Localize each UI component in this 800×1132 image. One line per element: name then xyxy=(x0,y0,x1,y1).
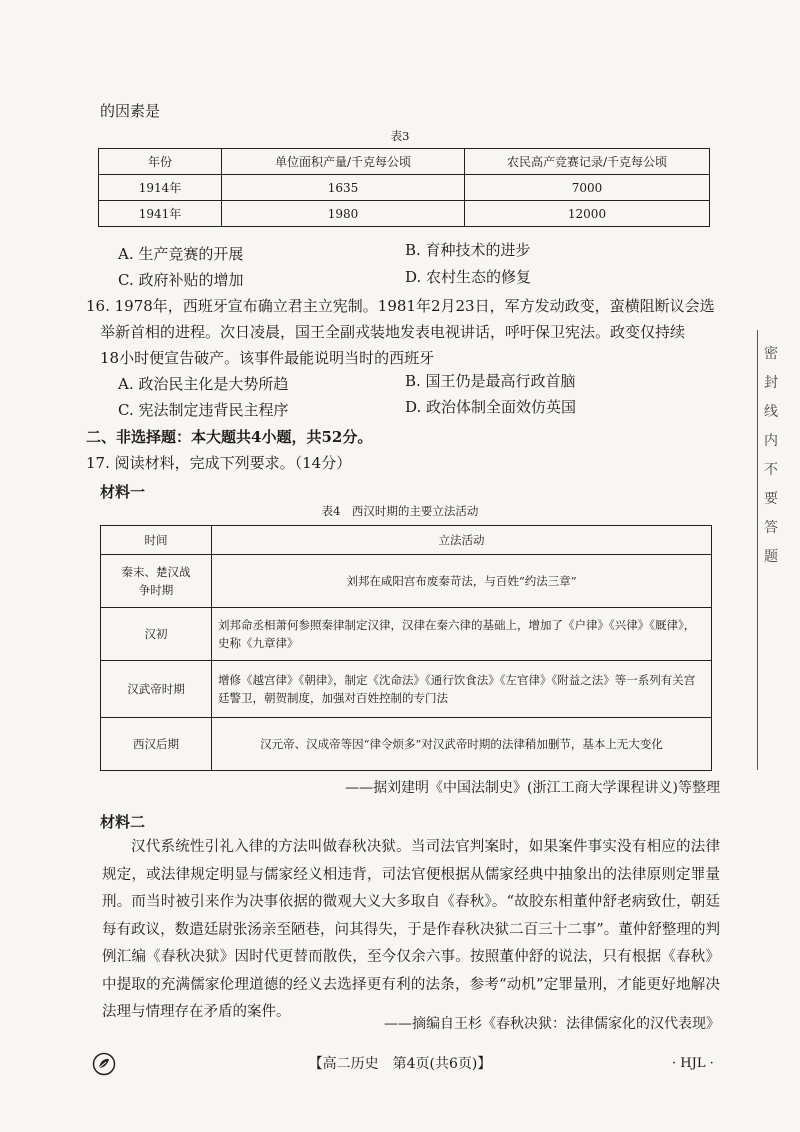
table4-caption: 表4 西汉时期的主要立法活动 xyxy=(321,504,479,518)
binding-margin-text xyxy=(764,340,784,572)
margin-char: 题 xyxy=(764,549,778,565)
margin-char: 密 xyxy=(764,346,778,362)
q16-stem-line: 18小时便宣告破产。该事件最能说明当时的西班牙 xyxy=(100,349,435,367)
intro-fragment: 的因素是 xyxy=(100,102,161,120)
table-row xyxy=(101,555,712,608)
material1-label: 材料一 xyxy=(100,483,146,501)
table-header-cell: 单位面积产量/千克每公顷 xyxy=(222,149,465,175)
q16-option-b: B. 国王仍是最高行政首脑 xyxy=(405,372,576,390)
material2-text: 汉代系统性引礼入律的方法叫做春秋决狱。当司法官判案时，如果案件事实没有相应的法律规定，或法律规定明显与儒家经义相违背，司法官便根据从儒家经典中抽象出的法律原则定罪量刑。而当时被引来作为决事依据的微观大义大多取自《春秋》。“故胶东相董仲舒老病致仕，朝廷每有政议，数遣廷尉张汤亲至陋巷，问其得失，于是作春秋决狱二百三十二事”。董仲舒整理的判例汇编《春秋决狱》因时代更替而散佚，至今仅余六事。按照董仲舒的说法，只有根据《春秋》中提取的充满儒家伦理道德的经义去选择更有利的法条，参考“动机”定罪量刑，才能更好地解决法理与情理存在矛盾的案件。 xyxy=(102,839,720,1020)
q15-option-c: C. 政府补贴的增加 xyxy=(118,271,244,289)
margin-char: 内 xyxy=(764,433,778,449)
margin-char: 线 xyxy=(764,404,778,420)
q16-stem-line: 举新首相的进程。次日凌晨，国王全副戎装地发表电视讲话，呼吁保卫宪法。政变仅持续 xyxy=(100,323,686,341)
table-row xyxy=(99,201,710,227)
table-cell: 增修《越宫律》《朝律》，制定《沈命法》《通行饮食法》《左官律》《附益之法》等一系列有关宫廷警卫，朝贺制度，加强对百姓控制的专门法 xyxy=(212,661,712,718)
table-cell: 刘邦在咸阳宫布废秦苛法，与百姓“约法三章” xyxy=(212,555,712,608)
table-row xyxy=(101,608,712,661)
q17-title: 17. 阅读材料，完成下列要求。（14分） xyxy=(86,454,352,472)
table-cell: 1941年 xyxy=(99,201,222,227)
table-row xyxy=(101,718,712,771)
table-header-cell: 年份 xyxy=(99,149,222,175)
table-cell: 刘邦命丞相萧何参照秦律制定汉律，汉律在秦六律的基础上，增加了《户律》《兴律》《厩律》，史称《九章律》 xyxy=(212,608,712,661)
table-row xyxy=(99,175,710,201)
table-cell: 1980 xyxy=(222,201,465,227)
table-cell: 西汉后期 xyxy=(101,718,212,771)
material2-label: 材料二 xyxy=(100,813,146,831)
table-cell: 汉初 xyxy=(101,608,212,661)
table3 xyxy=(98,148,710,227)
table3-caption: 表3 xyxy=(390,129,410,143)
table-cell: 1914年 xyxy=(99,175,222,201)
table-cell: 汉武帝时期 xyxy=(101,661,212,718)
q16-option-d: D. 政治体制全面效仿英国 xyxy=(405,398,577,416)
footer-page-info: 【高二历史 第4页(共6页)】 xyxy=(308,1056,492,1072)
table-cell: 7000 xyxy=(465,175,710,201)
margin-char: 答 xyxy=(764,520,778,536)
q15-option-b: B. 育种技术的进步 xyxy=(405,241,531,259)
section-title: 二、非选择题：本大题共4小题，共52分。 xyxy=(86,428,373,446)
table4-source: ——据刘建明《中国法制史》(浙江工商大学课程讲义)等整理 xyxy=(345,780,720,796)
margin-char: 封 xyxy=(764,375,778,391)
table-cell: 12000 xyxy=(465,201,710,227)
q16-option-a: A. 政治民主化是大势所趋 xyxy=(118,375,289,393)
table-header-row xyxy=(101,526,712,555)
table-cell: 1635 xyxy=(222,175,465,201)
material2-source: ——摘编自王杉《春秋决狱：法律儒家化的汉代表现》 xyxy=(384,1016,720,1032)
table-row xyxy=(101,661,712,718)
q15-option-d: D. 农村生态的修复 xyxy=(405,268,532,286)
table-header-cell: 农民高产竞赛记录/千克每公顷 xyxy=(465,149,710,175)
q16-stem-line: 16. 1978年，西班牙宣布确立君主立宪制。1981年2月23日，军方发动政变，蛮横阻断议会选 xyxy=(86,297,715,315)
table-header-cell: 立法活动 xyxy=(212,526,712,555)
binding-line xyxy=(757,330,758,770)
table-cell: 汉元帝、汉成帝等因“律令烦多”对汉武帝时期的法律稍加删节，基本上无大变化 xyxy=(212,718,712,771)
q16-option-c: C. 宪法制定违背民主程序 xyxy=(118,401,289,419)
q15-option-a: A. 生产竞赛的开展 xyxy=(118,245,244,263)
footer-code: · HJL · xyxy=(672,1056,714,1071)
table-header-cell: 时间 xyxy=(101,526,212,555)
margin-char: 不 xyxy=(764,462,778,478)
table-cell: 秦末、楚汉战争时期 xyxy=(101,555,212,608)
table-header-row xyxy=(99,149,710,175)
table4 xyxy=(100,525,712,771)
margin-char: 要 xyxy=(764,491,778,507)
